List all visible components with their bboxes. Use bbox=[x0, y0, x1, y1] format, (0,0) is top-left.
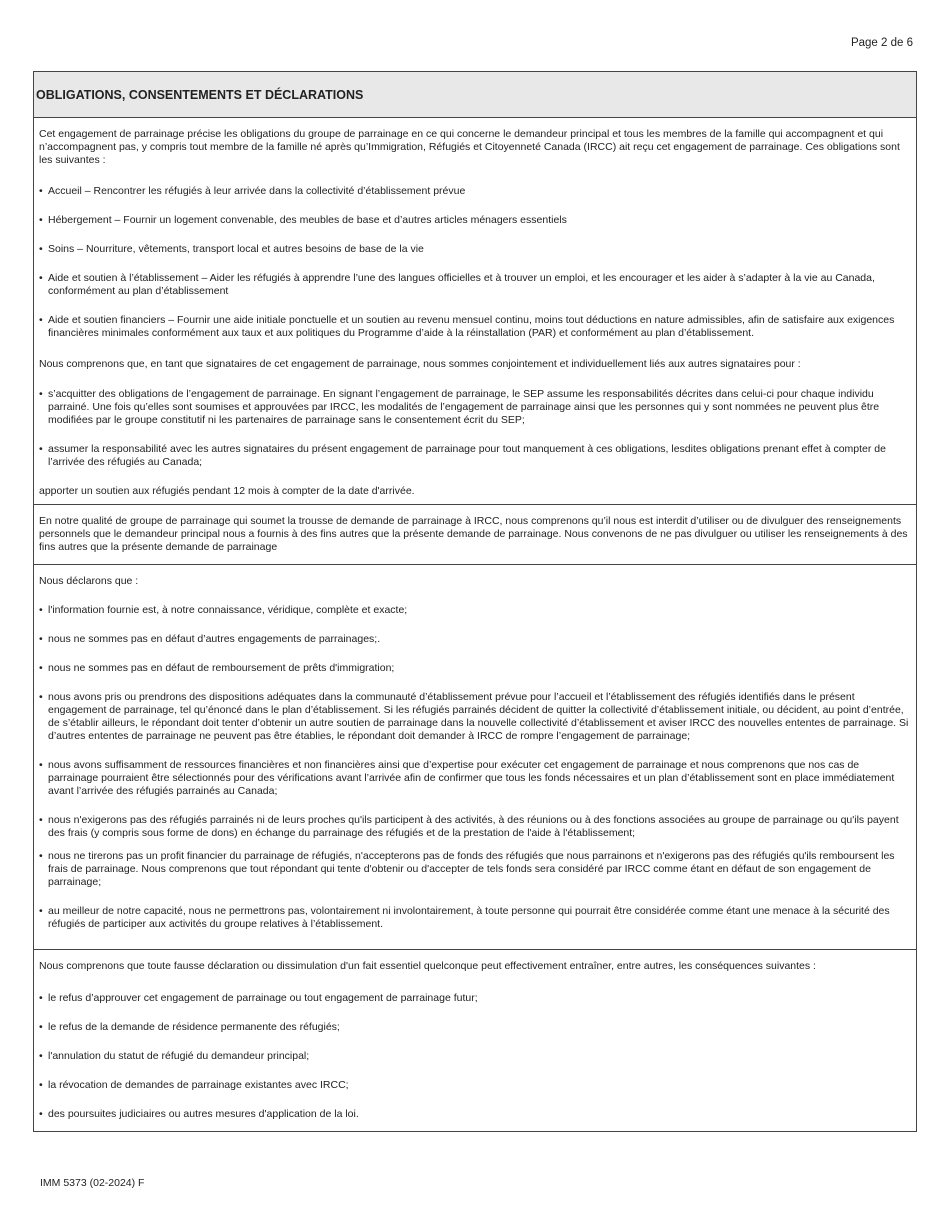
list-item: • nous avons suffisamment de ressources financières et non financières ainsi que d’expertise pour exécuter cet engagement de parrainage et nous comprenons que nos cas de parrainage pourraient être sélectionnés pour des vérifications avant l’arrivée afin de confirmer que tous les fonds nécessaires et un plan d’établissement sont en place immédiatement avant l’arrivée des réfugiés parrainés au Canada; bbox=[39, 759, 895, 797]
list-item: • Aide et soutien à l’établissement – Aider les réfugiés à apprendre l’une des langues officielles et à trouver un emploi, et les encourager et les aider à s’adapter à la vie au Canada, conformément au plan d’établissement bbox=[39, 272, 875, 297]
form-code: IMM 5373 (02-2024) F bbox=[40, 1177, 145, 1189]
support-statement: apporter un soutien aux réfugiés pendant 12 mois à compter de la date d'arrivée. bbox=[39, 485, 415, 497]
declarations-section bbox=[34, 565, 916, 950]
list-item: • le refus d’approuver cet engagement de parrainage ou tout engagement de parrainage futur; bbox=[39, 992, 478, 1004]
list-item: • des poursuites judiciaires ou autres mesures d'application de la loi. bbox=[39, 1108, 359, 1120]
obligations-form-box bbox=[33, 71, 917, 1132]
list-item: • Soins – Nourriture, vêtements, transport local et autres besoins de base de la vie bbox=[39, 243, 424, 255]
list-item: • nous n'exigerons pas des réfugiés parrainés ni de leurs proches qu'ils participent à des activités, à des réunions ou à des fonctions associées au groupe de parrainage ou qu'ils payent des frais (y compris sous forme de dons) en échange du parrainage des réfugiés et de la prestation de l'aide à l'établissement; bbox=[39, 814, 899, 839]
list-item: • l'information fournie est, à notre connaissance, véridique, complète et exacte; bbox=[39, 604, 408, 616]
list-item: • Hébergement – Fournir un logement convenable, des meubles de base et d’autres articles ménagers essentiels bbox=[39, 214, 567, 226]
list-item: • nous ne tirerons pas un profit financier du parrainage de réfugiés, n'accepterons pas de fonds des réfugiés que nous parrainons et n'exigerons pas des réfugiés qu'ils remboursent les frais de parrainage. Nous comprenons que tout répondant qui tente d'obtenir ou d'accepter de tels fonds sera considéré par IRCC comme étant en défaut de son engagement de parrainage; bbox=[39, 850, 895, 888]
privacy-text: En notre qualité de groupe de parrainage qui soumet la trousse de demande de parrainage à IRCC, nous comprenons qu’il nous est interdit d’utiliser ou de divulguer des renseignements personnels que le demandeur principal nous a fournis à des fins autres que la présente demande de parrainage. Nous convenons de ne pas divulguer ou utiliser les renseignements à des fins autres que la présente demande de parrainage bbox=[39, 515, 908, 553]
list-item: • au meilleur de notre capacité, nous ne permettrons pas, volontairement ni involontairement, à toute personne qui pourrait être considérée comme étant une menace à la sécurité des réfugiés de participer aux activités du groupe relatives à l’établissement. bbox=[39, 905, 890, 930]
list-item: • le refus de la demande de résidence permanente des réfugiés; bbox=[39, 1021, 340, 1033]
list-item: • s’acquitter des obligations de l’engagement de parrainage. En signant l’engagement de parrainage, le SEP assume les responsabilités décrites dans celui-ci pour chaque individu parrainé. Une fois qu’elles sont soumises et approuvées par IRCC, les modalités de l’engagement de parrainage ainsi que les personnes qui y sont nommées ne peuvent plus être modifiées par le groupe constitutif ni les partenaires de parrainage sans le consentement écrit du SEP; bbox=[39, 388, 880, 426]
list-item: • Accueil – Rencontrer les réfugiés à leur arrivée dans la collectivité d’établissement prévue bbox=[39, 185, 466, 197]
privacy-section bbox=[34, 505, 916, 565]
list-item: • nous ne sommes pas en défaut de remboursement de prêts d'immigration; bbox=[39, 662, 395, 674]
list-item: • la révocation de demandes de parrainage existantes avec IRCC; bbox=[39, 1079, 349, 1091]
list-item: • Aide et soutien financiers – Fournir une aide initiale ponctuelle et un soutien au revenu mensuel continu, moins tout déductions en nature admissibles, afin de satisfaire aux exigences financières minimales conformément aux taux et aux politiques du Programme d’aide à la réinstallation (PAR) et conformément au plan d’établissement. bbox=[39, 314, 895, 339]
section-title: OBLIGATIONS, CONSENTEMENTS ET DÉCLARATIONS bbox=[36, 87, 364, 102]
consequences-section bbox=[34, 950, 916, 1131]
declarations-intro: Nous déclarons que : bbox=[39, 575, 139, 587]
understand-intro: Nous comprenons que, en tant que signataires de cet engagement de parrainage, nous sommes conjointement et individuellement liés aux autres signataires pour : bbox=[39, 358, 801, 370]
list-item: • assumer la responsabilité avec les autres signataires du présent engagement de parrainage pour tout manquement à ces obligations, lesdites obligations prenant effet à compter de l’arrivée des réfugiés au Canada; bbox=[39, 443, 886, 468]
obligations-section bbox=[34, 118, 916, 505]
list-item: • l'annulation du statut de réfugié du demandeur principal; bbox=[39, 1050, 310, 1062]
list-item: • nous ne sommes pas en défaut d’autres engagements de parrainages;. bbox=[39, 633, 381, 645]
section-header bbox=[34, 72, 916, 118]
obligations-intro: Cet engagement de parrainage précise les obligations du groupe de parrainage en ce qui concerne le demandeur principal et tous les membres de la famille qui accompagnent et qui n’accompagnent pas, y compris tout membre de la famille né après qu’Immigration, Réfugiés et Citoyenneté Canada (IRCC) ait reçu cet engagement de parrainage. Ces obligations sont les suivantes : bbox=[39, 128, 900, 166]
list-item: • nous avons pris ou prendrons des dispositions adéquates dans la communauté d’établissement prévue pour l’accueil et l’établissement des réfugiés identifiés dans le présent engagement de parrainage, tel qu’énoncé dans le plan d’établissement. Si les réfugiés parrainés décident de quitter la collectivité d’établissement initiale, ou décident, au point d’entrée, de s’établir ailleurs, le répondant doit tenter d’obtenir un autre soutien de parrainage dans la nouvelle collectivité d’établissement et aviser IRCC des nouvelles ententes de parrainage. Si d’autres ententes de parrainage ne peuvent pas être établies, le répondant doit demander à IRCC de rompre l’engagement de parrainage; bbox=[39, 691, 909, 742]
consequences-intro: Nous comprenons que toute fausse déclaration ou dissimulation d'un fait essentiel quelconque peut effectivement entraîner, entre autres, les conséquences suivantes : bbox=[39, 960, 816, 972]
page-number: Page 2 de 6 bbox=[850, 37, 913, 49]
